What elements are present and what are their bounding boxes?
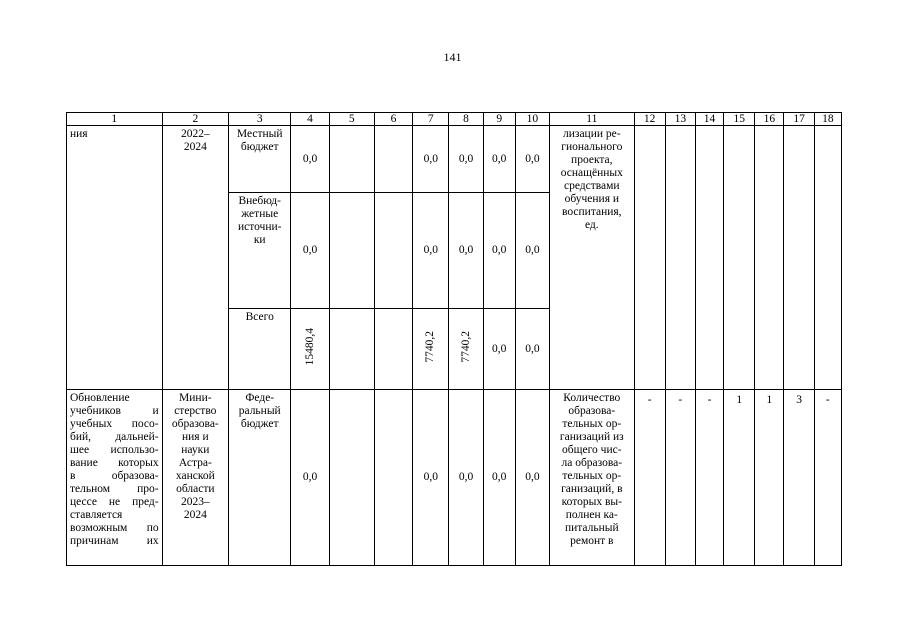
- vertical-value: 7740,2: [424, 331, 437, 363]
- value-cell: 0,0: [449, 126, 483, 193]
- target-value-cell: 1: [724, 390, 755, 566]
- empty-cell: [634, 126, 665, 390]
- value-cell: [374, 193, 412, 309]
- target-value-cell: -: [814, 390, 841, 566]
- value-cell: 0,0: [291, 390, 329, 566]
- target-value-cell: -: [665, 390, 695, 566]
- header-cell: 5: [329, 113, 374, 126]
- header-cell: 18: [814, 113, 841, 126]
- value-cell: 0,0: [449, 193, 483, 309]
- value-cell: 0,0: [515, 390, 549, 566]
- value-cell: [329, 193, 374, 309]
- text-line: ставляется: [70, 509, 123, 521]
- empty-cell: [784, 126, 814, 390]
- text-line: Обновление: [70, 392, 130, 404]
- header-cell: 8: [449, 113, 483, 126]
- event-name-cell: ния: [67, 126, 163, 390]
- header-cell: 6: [374, 113, 412, 126]
- funding-source-cell: Феде- ральный бюджет: [229, 390, 291, 566]
- header-cell: 2: [162, 113, 228, 126]
- indicator-cell: лизации ре- гионального проекта, оснащённых средствами обучения и воспитания, ед.: [550, 126, 635, 390]
- header-cell: 13: [665, 113, 695, 126]
- header-cell: 15: [724, 113, 755, 126]
- event-name-cell: [67, 390, 163, 566]
- value-cell: [291, 309, 329, 390]
- target-value-cell: 3: [784, 390, 814, 566]
- target-value-cell: -: [634, 390, 665, 566]
- text-line: цессе не пред-: [70, 496, 159, 508]
- value-cell: 0,0: [291, 193, 329, 309]
- empty-cell: [755, 126, 784, 390]
- text-line: шее использо-: [70, 444, 159, 456]
- empty-cell: [724, 126, 755, 390]
- executor-cell: Мини- стерство образова- ния и науки Астра- ханской области 2023– 2024: [162, 390, 228, 566]
- header-cell: 4: [291, 113, 329, 126]
- page-number: 141: [443, 50, 462, 64]
- value-cell: 0,0: [413, 390, 449, 566]
- value-cell: 0,0: [515, 126, 549, 193]
- funding-source-cell: Местный бюджет: [229, 126, 291, 193]
- header-row: [67, 113, 842, 126]
- text-line: возможным по: [70, 522, 159, 534]
- header-cell: 10: [515, 113, 549, 126]
- value-cell: 0,0: [483, 309, 515, 390]
- header-cell: 16: [755, 113, 784, 126]
- vertical-value: 7740,2: [459, 331, 472, 363]
- header-cell: 7: [413, 113, 449, 126]
- value-cell: 0,0: [483, 126, 515, 193]
- table-row: [67, 390, 842, 566]
- value-cell: [374, 309, 412, 390]
- period-cell: 2022– 2024: [162, 126, 228, 390]
- table-row: [67, 126, 842, 193]
- funding-source-cell: Всего: [229, 309, 291, 390]
- empty-cell: [814, 126, 841, 390]
- value-cell: 0,0: [291, 126, 329, 193]
- value-cell: [329, 309, 374, 390]
- empty-cell: [695, 126, 723, 390]
- value-cell: 0,0: [483, 390, 515, 566]
- value-cell: 0,0: [413, 126, 449, 193]
- vertical-value: 15480,4: [303, 328, 316, 366]
- header-cell: 14: [695, 113, 723, 126]
- funding-source-cell: Внебюд- жетные источни- ки: [229, 193, 291, 309]
- header-cell: 12: [634, 113, 665, 126]
- empty-cell: [665, 126, 695, 390]
- header-cell: 11: [550, 113, 635, 126]
- target-value-cell: -: [695, 390, 723, 566]
- value-cell: 0,0: [515, 309, 549, 390]
- budget-table: [66, 112, 842, 566]
- value-cell: 0,0: [483, 193, 515, 309]
- value-cell: 0,0: [413, 193, 449, 309]
- value-cell: [329, 126, 374, 193]
- text-line: учебных посо-: [70, 418, 159, 430]
- header-cell: 17: [784, 113, 814, 126]
- value-cell: [374, 126, 412, 193]
- header-cell: 1: [67, 113, 163, 126]
- text-line: в образова-: [70, 470, 159, 482]
- text-line: тельном про-: [70, 483, 159, 495]
- text-line: вание которых: [70, 457, 159, 469]
- value-cell: 0,0: [515, 193, 549, 309]
- header-cell: 9: [483, 113, 515, 126]
- value-cell: 0,0: [449, 390, 483, 566]
- text-line: учебников и: [70, 405, 159, 417]
- indicator-cell: Количество образова- тельных ор- ганизаций из общего чис- ла образова- тельных ор- ганизаций, в которых вы- полнен ка- питальный ремонт в: [550, 390, 635, 566]
- value-cell: [413, 309, 449, 390]
- text-line: бий, дальней-: [70, 431, 159, 443]
- text-line: причинам их: [70, 535, 159, 547]
- value-cell: [329, 390, 374, 566]
- value-cell: [374, 390, 412, 566]
- header-cell: 3: [229, 113, 291, 126]
- target-value-cell: 1: [755, 390, 784, 566]
- value-cell: [449, 309, 483, 390]
